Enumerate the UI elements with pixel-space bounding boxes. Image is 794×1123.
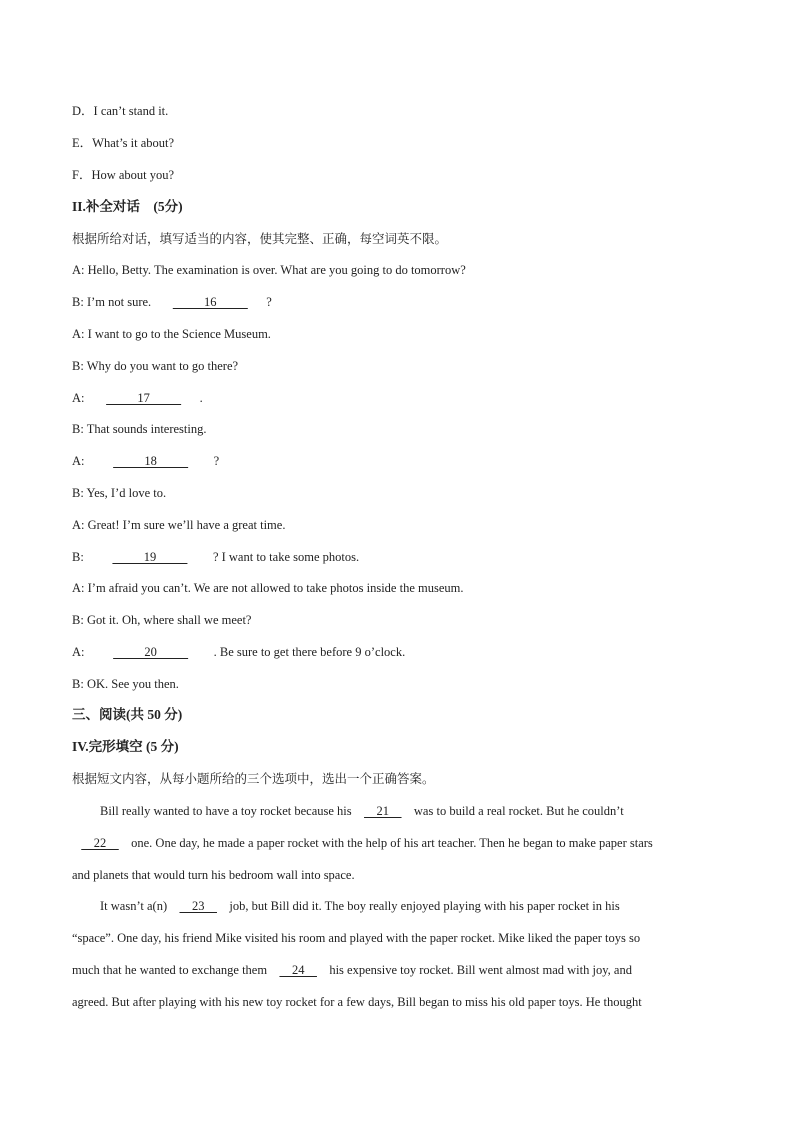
passage-line: and planets that would turn his bedroom wall into space. (72, 868, 355, 882)
speaker-label: A: (72, 581, 85, 595)
dialogue-line (72, 294, 728, 310)
dialogue-text: . Be sure to get there before 9 o’clock. (213, 645, 406, 659)
dialogue-text: Great! I’m sure we’ll have a great time. (87, 518, 286, 532)
speaker-label: A: (72, 454, 85, 468)
passage-text: one. One day, he made a paper rocket with the help of his art teacher. Then he began to make paper stars (128, 836, 653, 850)
speaker-label: A: (72, 518, 85, 532)
passage-text: was to build a real rocket. But he couldn’t (410, 804, 624, 818)
passage-line (100, 803, 728, 819)
section-title: II.补全对话 (5分) (72, 199, 183, 214)
dialogue-line (72, 262, 728, 278)
speaker-label: B: (72, 613, 84, 627)
dialogue-text: That sounds interesting. (86, 422, 207, 436)
section-title: IV.完形填空 (5 分) (72, 739, 179, 754)
dialogue-text: . (199, 391, 203, 405)
option-letter: F． (72, 168, 92, 182)
dialogue-line (72, 326, 728, 342)
speaker-label: B: (72, 295, 84, 309)
dialogue-line (72, 549, 728, 565)
dialogue-line (72, 676, 728, 692)
dialogue-text: I’m not sure. (86, 295, 155, 309)
passage-text: much that he wanted to exchange them (72, 963, 271, 977)
dialogue-text: ? I want to take some photos. (212, 550, 360, 564)
dialogue-text: ? (266, 295, 272, 309)
dialogue-line (72, 580, 728, 596)
dialogue-text: Yes, I’d love to. (86, 486, 167, 500)
answer-blank[interactable]: 23 (179, 899, 217, 913)
answer-blank[interactable]: 18 (113, 454, 189, 468)
option-d (72, 103, 728, 119)
speaker-label: A: (72, 391, 85, 405)
speaker-label: B: (72, 359, 84, 373)
passage-line: agreed. But after playing with his new toy rocket for a few days, Bill began to miss his old paper toys. He thought (72, 995, 642, 1009)
speaker-label: A: (72, 327, 85, 341)
dialogue-line (72, 612, 728, 628)
passage-line (100, 898, 728, 914)
option-letter: D． (72, 104, 94, 118)
option-text: How about you? (91, 168, 175, 182)
answer-blank[interactable]: 17 (106, 391, 182, 405)
speaker-label: B: (72, 486, 84, 500)
dialogue-text: I want to go to the Science Museum. (87, 327, 271, 341)
answer-blank[interactable]: 16 (172, 295, 248, 309)
dialogue-text: Why do you want to go there? (86, 359, 239, 373)
option-text: What’s it about? (92, 136, 175, 150)
speaker-label: B: (72, 422, 84, 436)
speaker-label: A: (72, 263, 85, 277)
passage-text: It wasn’t a(n) (100, 899, 171, 913)
passage-text: job, but Bill did it. The boy really enjoyed playing with his paper rocket in his (226, 899, 620, 913)
dialogue-line (72, 453, 728, 469)
dialogue-text: ? (213, 454, 220, 468)
answer-blank[interactable]: 21 (364, 804, 402, 818)
passage-line: “space”. One day, his friend Mike visited his room and played with the paper rocket. Mike liked the paper toys so (72, 931, 641, 945)
dialogue-line (72, 421, 728, 437)
dialogue-line (72, 644, 728, 660)
speaker-label: A: (72, 645, 85, 659)
dialogue-text: I’m afraid you can’t. We are not allowed to take photos inside the museum. (87, 581, 464, 595)
passage-text: his expensive toy rocket. Bill went almost mad with joy, and (326, 963, 632, 977)
dialogue-text: OK. See you then. (86, 677, 179, 691)
option-f (72, 167, 728, 183)
option-e (72, 135, 728, 151)
answer-blank[interactable]: 19 (112, 550, 188, 564)
dialogue-line (72, 390, 728, 406)
option-letter: E． (72, 136, 93, 150)
dialogue-line (72, 358, 728, 374)
passage-line (72, 962, 728, 978)
answer-blank[interactable]: 22 (81, 836, 119, 850)
section-instruction: 根据短文内容，从每小题所给的三个选项中，选出一个正确答案。 (72, 772, 435, 786)
section-instruction: 根据所给对话，填写适当的内容，使其完整、正确，每空词英不限。 (72, 232, 448, 246)
section-title: 三、阅读(共 50 分) (72, 707, 183, 722)
answer-blank[interactable]: 24 (279, 963, 317, 977)
dialogue-text: Got it. Oh, where shall we meet? (86, 613, 252, 627)
passage-text: Bill really wanted to have a toy rocket because his (100, 804, 355, 818)
answer-blank[interactable]: 20 (113, 645, 189, 659)
passage-line (72, 835, 728, 851)
dialogue-text: Hello, Betty. The examination is over. What are you going to do tomorrow? (87, 263, 466, 277)
speaker-label: B: (72, 550, 84, 564)
speaker-label: B: (72, 677, 84, 691)
option-text: I can’t stand it. (93, 104, 169, 118)
dialogue-line (72, 485, 728, 501)
dialogue-line (72, 517, 728, 533)
